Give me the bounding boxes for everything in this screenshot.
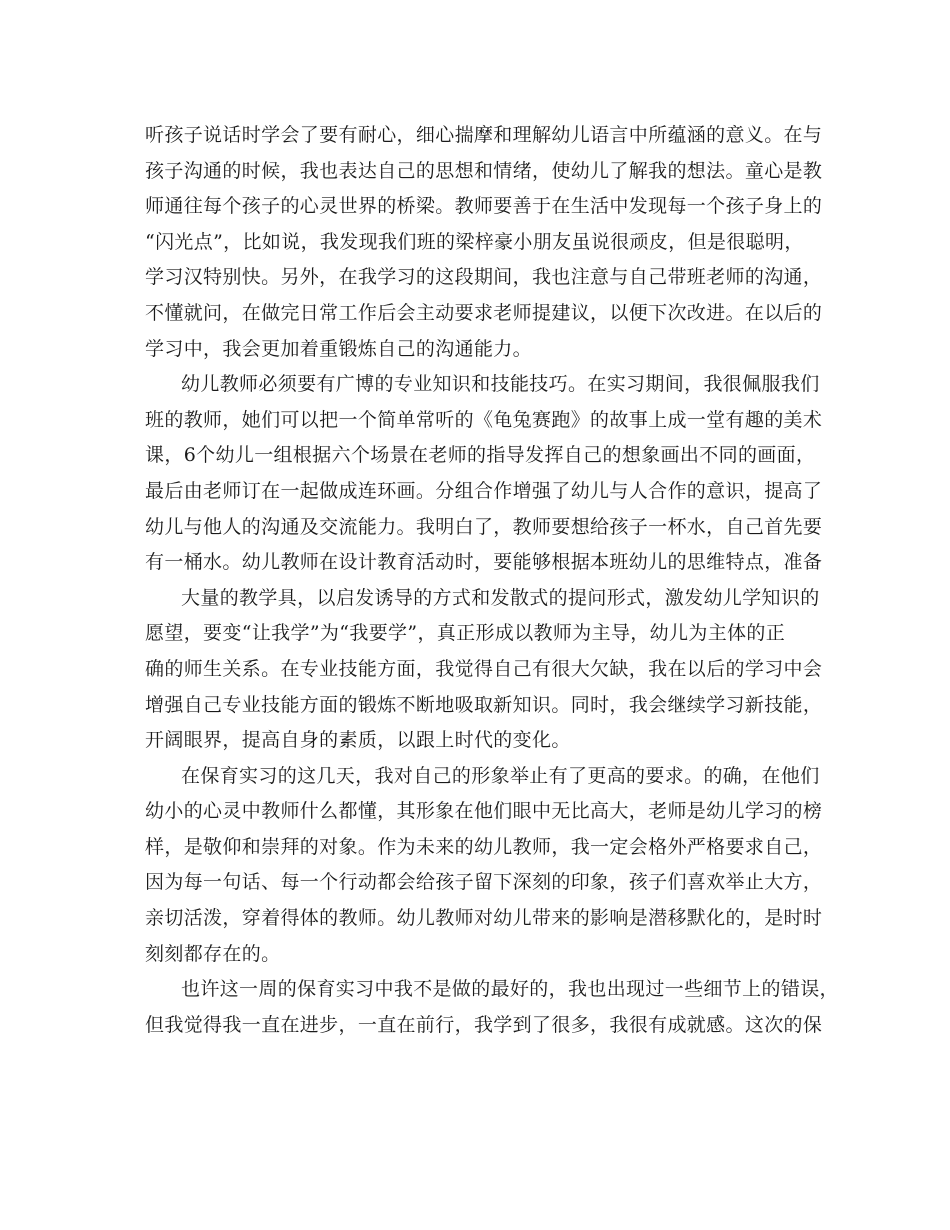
text-line: 在保育实习的这几天，我对自己的形象举止有了更高的要求。的确，在他们: [181, 764, 820, 787]
text-line: “闪光点”，比如说，我发现我们班的梁梓豪小朋友虽说很顽皮，但是很聪明，: [145, 230, 804, 253]
text-line: 确的师生关系。在专业技能方面，我觉得自己有很大欠缺，我在以后的学习中会: [145, 657, 823, 680]
text-line: 学习汉特别快。另外，在我学习的这段期间，我也注意与自己带班老师的沟通，: [145, 266, 823, 289]
text-line: 大量的教学具，以启发诱导的方式和发散式的提问形式，激发幼儿学知识的: [181, 586, 820, 609]
text-line: 开阔眼界，提高自身的素质，以跟上时代的变化。: [145, 729, 571, 752]
text-line: 刻刻都存在的。: [145, 942, 281, 965]
text-line: 课，6个幼儿一组根据六个场景在老师的指导发挥自己的想象画出不同的画面，: [145, 444, 816, 467]
text-line: 幼儿教师必须要有广博的专业知识和技能技巧。在实习期间，我很佩服我们: [181, 373, 820, 396]
text-line: 因为每一句话、每一个行动都会给孩子留下深刻的印象，孩子们喜欢举止大方，: [145, 871, 823, 894]
text-line: 不懂就问，在做完日常工作后会主动要求老师提建议，以便下次改进。在以后的: [145, 301, 823, 324]
text-line: 听孩子说话时学会了要有耐心，细心揣摩和理解幼儿语言中所蕴涵的意义。在与: [145, 124, 823, 146]
text-line: 最后由老师订在一起做成连环画。分组合作增强了幼儿与人合作的意识，提高了: [145, 479, 823, 502]
text-line: 增强自己专业技能方面的锻炼不断地吸取新知识。同时，我会继续学习新技能，: [145, 693, 823, 716]
text-line: 有一桶水。幼儿教师在设计教育活动时，要能够根据本班幼儿的思维特点，准备: [145, 551, 823, 574]
text-line: 师通往每个孩子的心灵世界的桥梁。教师要善于在生活中发现每一个孩子身上的: [145, 195, 823, 218]
text-line: 孩子沟通的时候，我也表达自己的思想和情绪，使幼儿了解我的想法。童心是教: [145, 159, 823, 182]
text-line: 幼小的心灵中教师什么都懂，其形象在他们眼中无比高大，老师是幼儿学习的榜: [145, 800, 823, 823]
body-text: [145, 118, 839, 1043]
text-line: 但我觉得我一直在进步，一直在前行，我学到了很多，我很有成就感。这次的保: [145, 1013, 823, 1036]
text-line: 也许这一周的保育实习中我不是做的最好的，我也出现过一些细节上的错误，: [181, 978, 839, 1001]
text-line: 样，是敬仰和崇拜的对象。作为未来的幼儿教师，我一定会格外严格要求自己，: [145, 835, 823, 858]
text-line: 亲切活泼，穿着得体的教师。幼儿教师对幼儿带来的影响是潜移默化的，是时时: [145, 907, 823, 930]
text-line: 学习中，我会更加着重锻炼自己的沟通能力。: [145, 337, 533, 360]
text-line: 班的教师，她们可以把一个简单常听的《龟兔赛跑》的故事上成一堂有趣的美术: [145, 408, 823, 431]
text-line: 幼儿与他人的沟通及交流能力。我明白了，教师要想给孩子一杯水，自己首先要: [145, 515, 823, 538]
text-line: 愿望，要变“让我学”为“我要学”，真正形成以教师为主导，幼儿为主体的正: [145, 622, 786, 645]
